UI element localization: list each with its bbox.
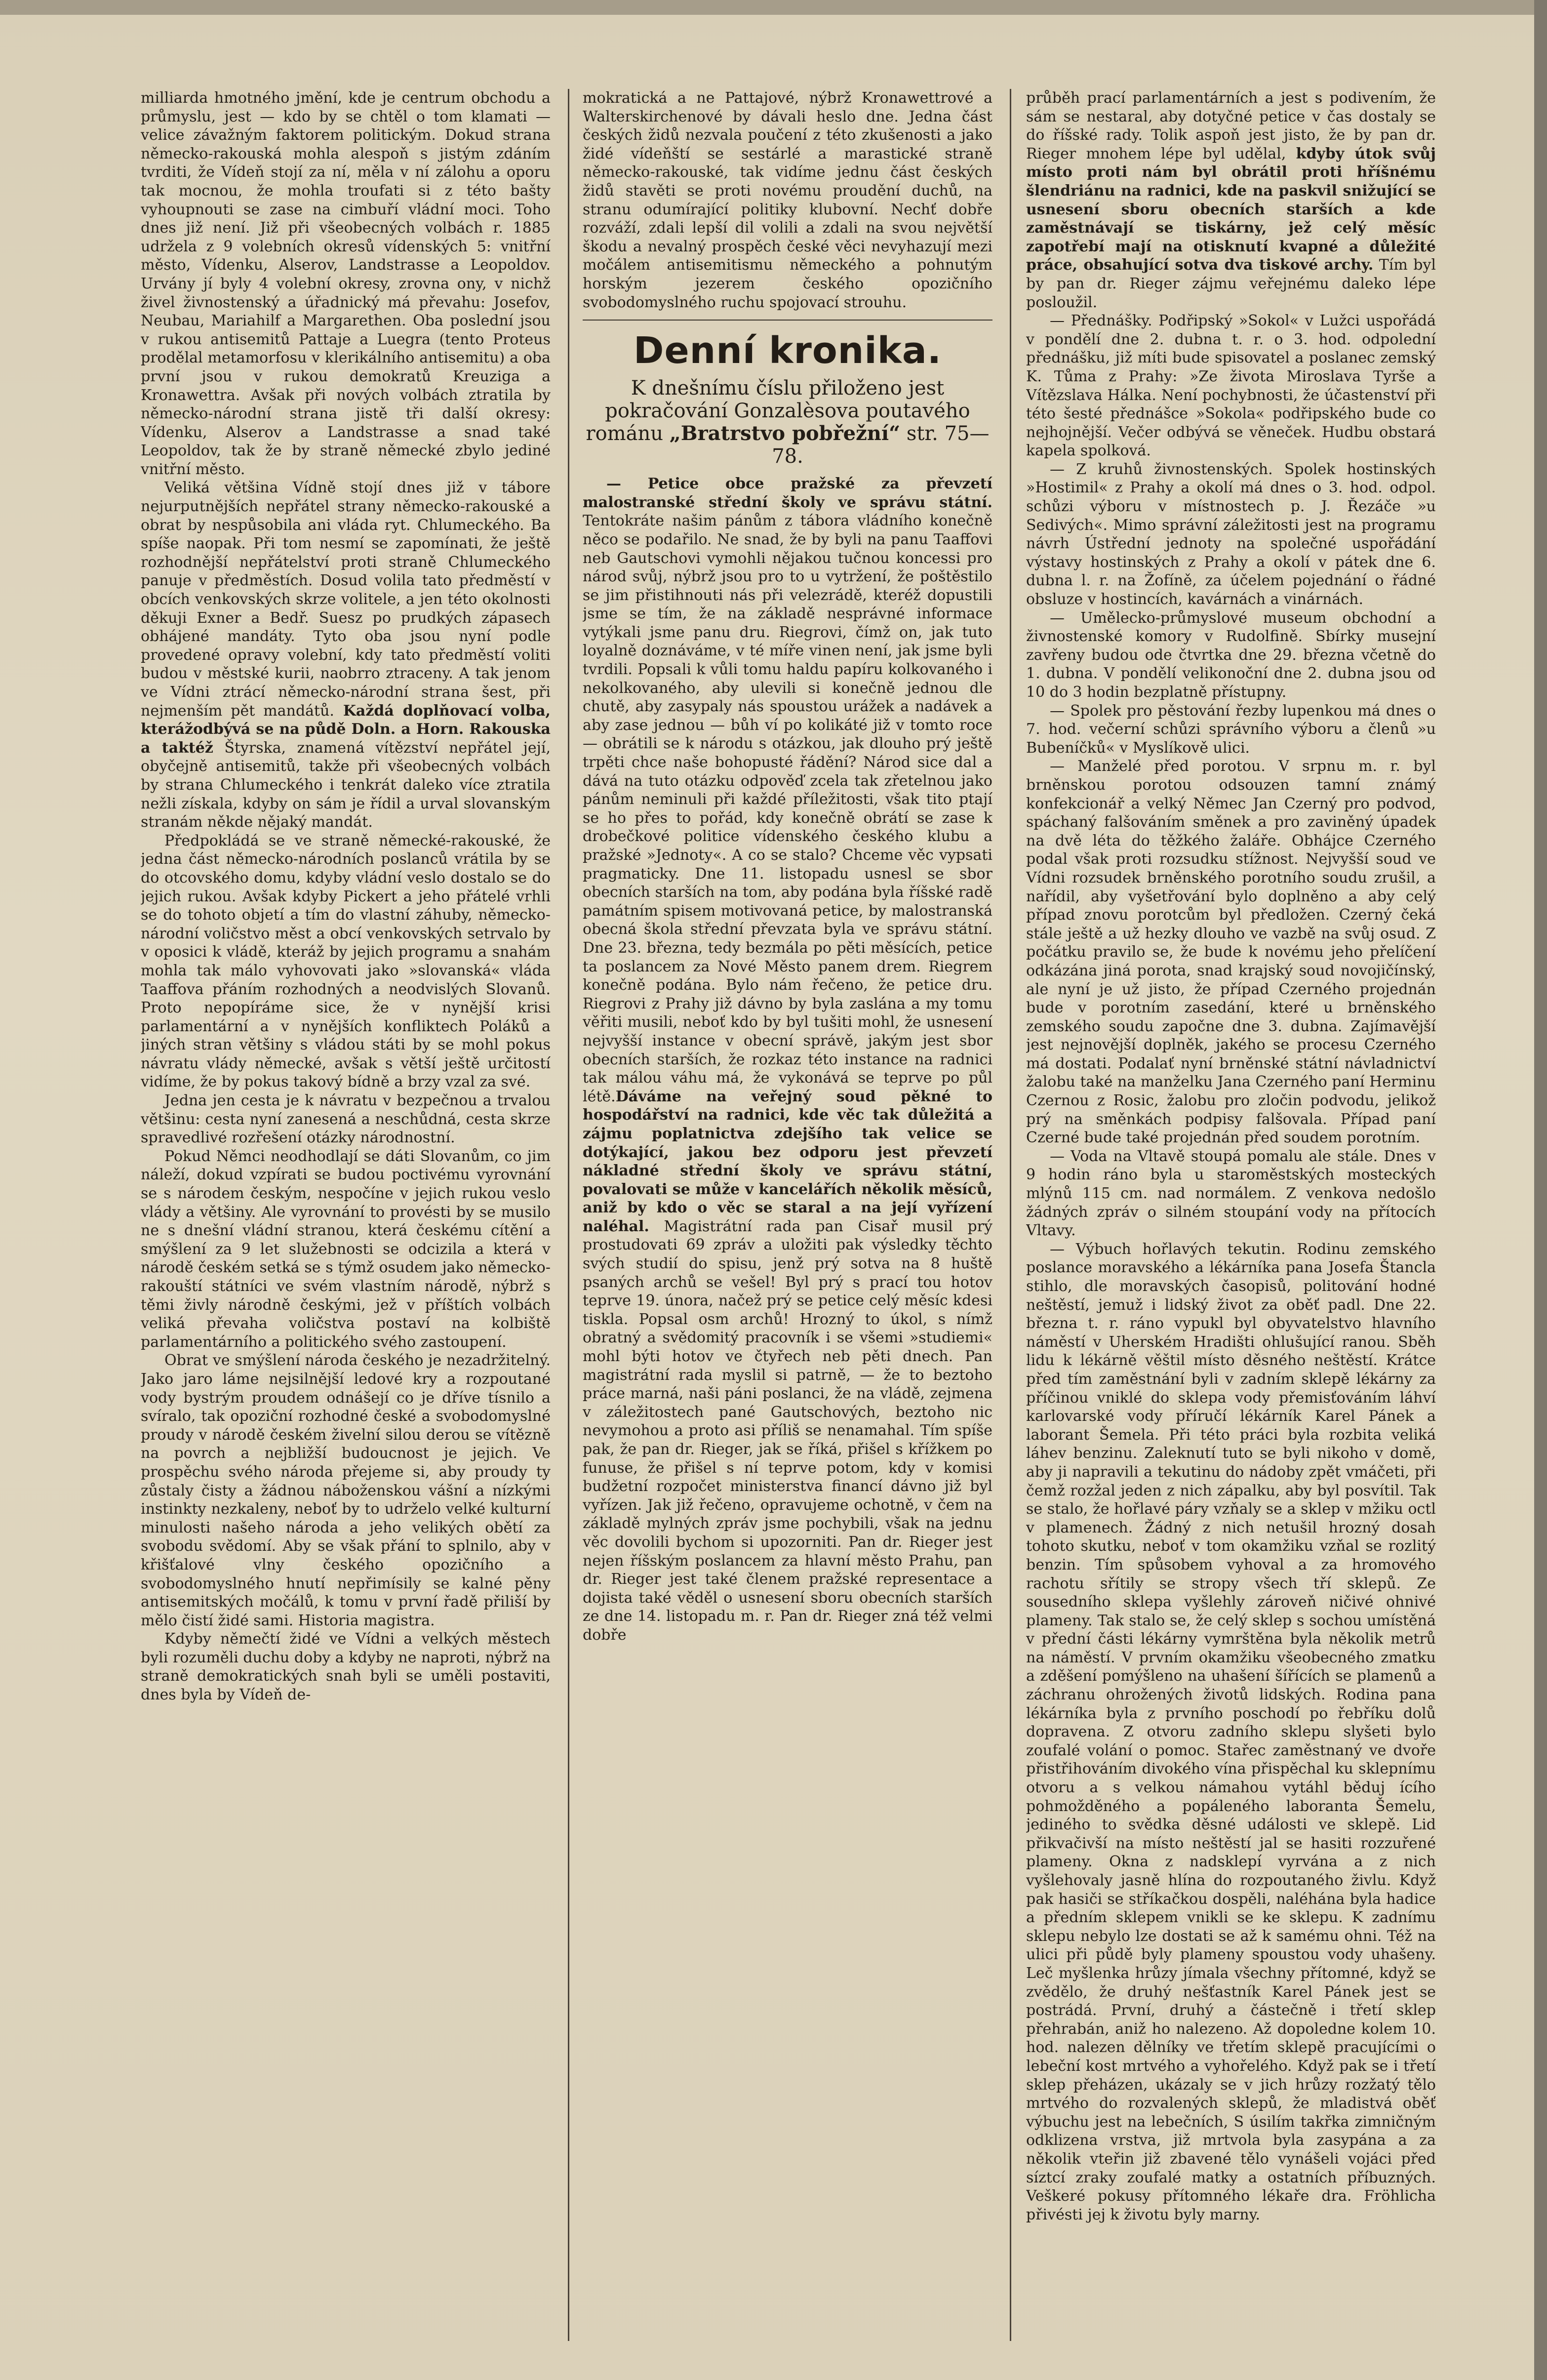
notice-text: K dnešnímu číslu přiloženo jest pokračování Gonzalèsova poutavého románu (586, 377, 970, 445)
news-item: — Spolek pro pěstování řezby lupenkou má dnes o 7. hod. večerní schůzi správního výboru a členů »u Bubeníčků« v Myslíkově ulici. (1026, 702, 1436, 757)
supplement-notice (583, 377, 992, 468)
news-item: — Přednášky. Podřipský »Sokol« v Lužci uspořádá v pondělí dne 2. dubna t. r. o 3. hod. odpolední přednášku, již míti bude spisovatel a poslanec zemský K. Tůma z Prahy: »Ze života Miroslava Tyrše a Vítězslava Hálka. Není pochybnosti, že účastenství při této šesté přednášce »Sokola« podřipského bude co nejhojnější. Večer odbývá se věneček. Hudbu obstará kapela spolková. (1026, 312, 1436, 460)
notice-title: „Bratrstvo pobřežní“ (669, 422, 901, 445)
article-paragraph: mokratická a ne Pattajové, nýbrž Kronawettrové a Walterskirchenové by dávali heslo dne. Jedna část českých židů nezvala poučení z této zkušenosti a jako židé vídeňští se sestárlé a marastické straně německo-rakouské, tak vidíme jednu část českých židů stavěti se proti novému proudění duchů, na stranu odumírající politiky klubovní. Nechť dobře rozváží, zdali lepší dil volili a zdali na svou největší škodu a nevalný prospěch české věci nevyhazují mezi močálem antisemitismu německého a pohnutým horským jezerem českého opozičního svobodomyslného ruchu spojovací strouhu. (583, 89, 992, 311)
news-item: — Voda na Vltavě stoupá pomalu ale stále. Dnes v 9 hodin ráno byla u staroměstských mosteckých mlýnů 115 cm. nad normálem. Z venkova nedošlo žádných zpráv o silném stoupání vody na přítocích Vltavy. (1026, 1147, 1436, 1240)
news-item: — Z kruhů živnostenských. Spolek hostinských »Hostimil« z Prahy a okolí má dnes o 3. hod. odpol. schůzi výboru v místnostech p. J. Řezáče »u Sedivých«. Mimo správní záležitosti jest na programu návrh Ústřední jednoty na společné uspořádání výstavy hostinských z Prahy a okolí v pátek dne 6. dubna l. r. na Žofíně, za účelem pojednání o řádné obsluze v hostincích, kavárnách a vinárnách. (1026, 460, 1436, 608)
column-divider (568, 89, 569, 2341)
news-item: — Manželé před porotou. V srpnu m. r. byl brněnskou porotou odsouzen tamní známý konfekcionář a velký Němec Jan Czerný pro podvod, spáchaný falšováním směnek a pro zaviněný úpadek na dvě léta do těžkého žaláře. Obhájce Czerného podal však proti rozsudku stížnost. Nejvyšší soud ve Vídni rozsudek brněnského porotního soudu zrušil, a nařídil, aby vyšetřování bylo doplněno a aby celý případ znovu porotcům byl předložen. Czerný čeká stále ještě a už hezky dlouho ve vazbě na svůj osud. Z počátku pravilo se, že bude k novému jeho přelíčení odkázána jiná porota, snad krajský soud novojičínský, ale nyní je už jisto, že případ Czerného projednán bude v porotním zasedání, které u brněnského zemského soudu započne dne 3. dubna. Zajímavější jest nejnovější doplněk, jakého se procesu Czerného má dostati. Podalať nyní brněnské státní návladnictví žalobu také na manželku Jana Czerného paní Herminu Czernou z Rosic, žalobu pro zločin podvodu, jelikož prý na směnkách podpisy falšovala. Případ paní Czerné bude také projednán před soudem porotním. (1026, 758, 1436, 1147)
article-paragraph (1026, 89, 1436, 312)
section-heading: Denní kronika. (634, 329, 942, 372)
article-text: Tím byl by pan dr. Rieger zájmu veřejnému daleko lépe posloužil. (1026, 256, 1436, 311)
scan-top-band (0, 0, 1547, 15)
article-paragraph: Předpokládá se ve straně německé-rakouské, že jedna část německo-národních poslanců vrátila by se do otcovského domu, kdyby vládní veslo dostalo se do jejich rukou. Avšak kdyby Pickert a jeho přátelé vrhli se do tohoto objetí a tím do vlastní záhuby, německo-národní voličstvo měst a obcí venkovských setrvalo by v oposici k vládě, kteráž by jejich programu a snahám mohla tak málo vyhovovati jako »slovanská« vláda Taaffova přáním rozhodných a neodvislých Slovanů. Proto nepopíráme sice, že v nynější krisi parlamentární a v nynějších konfliktech Poláků a jiných stran většiny s vládou státi by se mohl pokus návratu vlády německé, avšak s větší ještě určitostí vidíme, že by pokus takový bídně a brzy vzal za své. (141, 832, 551, 1091)
article-text: Veliká většina Vídně stojí dnes již v tábore (164, 479, 551, 497)
article-bold-text: Každá doplňovací volba, kterážodbývá se na půdě Doln. a Horn. Rakouska a taktéž (141, 702, 551, 757)
scan-right-edge (1534, 0, 1547, 2380)
article-text: Tolik aspoň jest jisto, že by pan dr. Rieger mnohem lépe byl udělal, (1026, 126, 1436, 162)
article-text: Magistrátní rada pan Cisař musil prý prostudovati 69 zpráv a uložiti pak výsledky těchto svých studií do spisu, jenž prý sotva na 8 huště psaných archů se vešel! Byl prý s prací tou hotov teprve 19. února, načež prý se petice celý měsíc kdesi tiskla. Popsal osm archů! Hrozný to úkol, s nímž obratný a svědomitý pracovník i se všemi »studiemi« mohl býti hotov ve čtyřech neb pěti dnech. Pan magistrátní rada myslil si patrně, — že to beztoho práce marná, naši páni poslanci, že na vládě, zejmena v záležitostech pané Gautschových, beztoho nic nevymohou a proto asi příliš se nenamahal. Tím spíše pak, že pan dr. Rieger, jak se říká, přišel s křížkem po funuse, že přišel s ní teprve potom, kdy v komisi budžetní rozpočet ministerstva financí dávno již byl vyřízen. Jak již řečeno, opravujeme ochotně, v čem na základě mylných zpráv jsme pochybili, však na jednu věc dovolili bychom si upozorniti. Pan dr. Rieger jest nejen říšským poslancem za hlavní město Prahu, pan dr. Rieger jest také členem pražské representace a dojista také věděl o usnesení sboru obecních starších ze dne 14. listopadu m. r. Pan dr. Rieger zná též velmi dobře (583, 1217, 992, 1644)
article-paragraph: milliarda hmotného jmění, kde je centrum obchodu a průmyslu, jest — kdo by se chtěl o tom klamati — velice závažným faktorem politickým. Dokud strana německo-rakouská mohla alespoň s jistým zdáním tvrditi, že Vídeň stojí za ní, měla v ní zálohu a oporu tak mocnou, že mohla troufati si z této bašty vyhoupnouti se zase na cimbuří vládní moci. Toho dnes již není. Již při všeobecných volbách r. 1885 udržela z 9 volebních okresů vídenských 5: vnitřní město, Vídenku, Alserov, Landstrasse a Leopoldov. Urvány jí byly 4 volební okresy, zrovna ony, v nichž živel živnostenský a úřadnický má převahu: Josefov, Neubau, Mariahilf a Margarethen. Oba poslední jsou v rukou antisemitů Pattaje a Luegra (tento Proteus prodělal metamorfosu v klerikálního antisemitu) a oba první jsou v rukou demokratů Kreuziga a Kronawettra. Avšak při nových volbách ztratila by německo-národní strana jistě tři další okresy: Vídenku, Alserov a Landstrasse a snad také Leopoldov, tak že by straně německé zbylo jediné vnitřní město. (141, 89, 551, 478)
article-paragraph (141, 479, 551, 831)
article-paragraph: Obrat ve smýšlení národa českého je nezadržitelný. Jako jaro láme nejsilnější ledové kry a rozpoutané vody bystrým proudem odnášejí co je dříve tísnilo a svíralo, tak opoziční rozhodné české a svobodomyslné proudy v národě českém živelní silou derou se vítězně na povrch a nejbližší budoucnost je jejich. Ve prospěchu svého národa přejeme si, aby proudy ty zůstaly čisty a žádnou náboženskou vášní a nízkými instinkty nezkaleny, neboť by to udrželo velké kulturní minulosti našeho národa a jeho velikých obětí za svobodu svědomí. Aby se však přání to splnilo, aby v křišťalové vlny českého opozičního a svobodomyslného hnutí nepřimísily se kalné pěny antisemitských močálů, k tomu v první řadě přiliší by mělo čistí židé sami. Historia magistra. (141, 1352, 551, 1629)
column-divider (1010, 89, 1011, 2341)
column-3 (1026, 89, 1436, 2341)
notice-pages: str. 75—78. (772, 422, 990, 468)
article-paragraph: Kdyby němečtí židé ve Vídni a velkých městech byli rozuměli duchu doby a kdyby ne naproti, nýbrž na straně demokratických snah byli se uměli postaviti, dnes byla by Vídeň de- (141, 1630, 551, 1704)
news-item: — Výbuch hořlavých tekutin. Rodinu zemského poslance moravského a lékárníka pana Josefa Štancla stihlo, dle moravských časopisů, politování hodné neštěstí, jemuž i lidský život za oběť padl. Dne 22. března t. r. ráno vypukl byl obyvatelstvo hlavního náměstí v Uherském Hradišti ohlušující ranou. Sběh lidu k lékárně věštil místo děsného neštěstí. Krátce před tím zaměstnání byli v zadním sklepě lékárny za příčinou vniklé do sklepa vody přemisťováním láhví karlovarské vody příručí lékárník Karel Pánek a laborant Šemela. Při této práci byla rozbita veliká láhev benzinu. Zaleknutí tuto se byli nikoho v domě, aby ji napravili a tekutinu do nádoby zpět vmáčeti, při čemž rozžal jeden z nich zápalku, aby byl posvítil. Tak se stalo, že hořlavé páry vzňaly se a sklep v mžiku octl v plamenech. Žádný z nich netušil hrozný dosah tohoto skutku, neboť v tom okamžiku vzňal se rozlitý benzin. Tím spůsobem vyhoval a za hromového rachotu sřítily se stropy všech tří sklepů. Ze sousedního sklepa vyšlehly zároveň ničivé ohnivé plameny. Tak stalo se, že celý sklep s sochou umístěná v přední části lékárny vymrštěna byla několik metrů na náměstí. V prvním okamžiku všeobecného zmatku a zděšení pomýšleno na uhašení šířících se plamenů a záchranu ohrožených životů lidských. Rodina pana lékárníka byla z prvního poschodí po řebříku dolů dopravena. Z otvoru zadního sklepu slyšeti bylo zoufalé volání o pomoc. Stařec zaměstnaný ve dvoře přistřihováním divokého vína přispěchal ku sklepnímu otvoru a s velkou námahou vytáhl běduj ícího pohmožděného a popáleného laboranta Šemelu, jediného to svědka děsné události ve sklepě. Lid přikvačivší na místo neštěstí jal se hasiti rozzuřené plameny. Okna z nadsklepí vyrvána a z nich vyšlehovaly jasně hlína do rozpoutaného živlu. Když pak hasiči se stříkačkou dospěli, naléhána byla hadice a předním sklepem vnikli se ke sklepu. K zadnímu sklepu nebylo lze dostati se až k samému ohni. Též na ulici při půdě byly plameny spoustou vody uhašeny. Leč myšlenka hrůzy jímala všechny přítomné, když se zvědělo, že druhý nešťastník Karel Pánek jest se postrádá. První, druhý a částečně i třetí sklep přehrabán, aniž ho nalezeno. Až dopoledne kolem 10. hod. nalezen dělníky ve třetím sklepě pracujícími o lebeční kost mrtvého a vyhořelého. Když pak se i třetí sklep přeházen, ukázaly se v jich hrůzy rozžatý tělo mrtvého do rozvalených sklepů, že mladistvá oběť výbuchu jest na lebečních, S úsilím takřka zimničným odklizena vrstva, již mrtvola byla zasypána a za několik vteřin již zbavené tělo vynášeli vojáci před síztcí zraky zoufalé matky a ostatních příbuzných. Veškeré pokusy přítomného lékaře dra. Fröhlicha přivésti jej k životu byly marny. (1026, 1240, 1436, 2223)
article-text: Tentokráte našim pánům z tábora vládního konečně něco se podařilo. Ne snad, že by byli na panu Taaffovi neb Gautschovi vymohli nějakou tučnou koncessi pro národ svůj, nýbrž jsou pro to u vytržení, že poštěstilo se jim přistihnouti nás při velezrádě, kteréž dopustili jsme se tím, že na základě nesprávné informace vytýkali jsme panu dru. Riegrovi, čímž on, jak tuto loyalně doznáváme, v té míře vinen není, jak jsme byli tvrdili. Popsali k vůli tomu haldu papíru kolkovaného i nekolkovaného, aby ulevili si konečně jednou dle chutě, aby zasypaly nás spoustou urážek a nadávek a aby zase jednou — bůh ví po kolikáté již v tomto roce — obrátili se k národu s otázkou, jak dlouho prý ještě trpěti chce naše bohopusté řádění? Národ sice dal a dává na tuto otázku odpověď zcela tak zřetelnou jako pánům neminuli při každé příležitosti, však tito ptají se ho přes to pořád, kdy konečně obrátí se zase k drobečkové politice vídenského českého klubu a pražské »Jednoty«. A co se stalo? Chceme věc vypsati pragmaticky. Dne 11. listopadu usnesl se sbor obecních starších na tom, aby podána byla říšské radě památním spisem motivovaná petice, by malostranská obecná škola střední převzata byla ve správu státní. Dne 23. března, tedy bezmála po pěti měsících, petice ta poslancem za Nové Město panem drem. Riegrem konečně podána. Bylo nám řečeno, že petice dru. Riegrovi z Prahy již dávno by byla zaslána a my tomu věřiti musili, neboť kdo by byl tušiti mohl, že usnesení nejvyšší instance v obecní správě, jakým jest sbor obecních starších, že rozkaz této instance na radnici tak málou váhu má, že vykonává se teprve po půl létě. (583, 512, 992, 1105)
column-1 (141, 89, 551, 2341)
news-item: — Umělecko-průmyslové museum obchodní a živnostenské komory v Rudolfině. Sbírky musejní zavřeny budou ode čtvrtka dne 29. března včetně do 1. dubna. V pondělí velikonoční dne 2. dubna jsou od 10 do 3 hodin bezplatně přístupny. (1026, 609, 1436, 701)
item-heading: — Petice obce pražské za převzetí malostranské střední školy ve správu státní. (583, 475, 992, 511)
column-2 (583, 89, 992, 2341)
article-text: nejurputnějších nepřátel strany německo-rakouské a obrat by nespůsobila ani vláda ryt. Chlumeckého. Ba spíše naopak. Při tom nesmí se zapomínati, že ještě rozhodnější nepřátelství proti straně Chlumeckého panuje v předměstích. Dosud volila tato předměstí v obcích venkovských skrze volitele, a jen této okolnosti děkuji Exner a Bedř. Suesz po prudkých zápasech obhájené mandáty. Tyto oba jsou nyní podle provedené opravy volební, kdy tato předměstí voliti budou v městské kurii, naobrro ztraceny. A tak jenom ve Vídni ztrácí německo-národní strana šest, při nejmenším pět mandátů. (141, 498, 551, 720)
article-bold-text: Dáváme na veřejný soud pěkné to hospodářství na radnici, kde věc tak důležitá a zájmu poplatnictva zdejšího tak velice se dotýkající, jakou bez odporu jest převzetí nákladné střední školy ve správu státní, povalovati se může v kancelářích několik měsíců, aniž by kdo o věc se staral a na její vyřízení naléhal. (583, 1088, 992, 1235)
article-paragraph (583, 475, 992, 1644)
section-rule (583, 320, 992, 321)
article-bold-text: kdyby útok svůj místo proti nám byl obrátil proti hříšnému šlendriánu na radnici, kde na paskvil snižující se usnesení sboru obecních starších a kde zaměstnávají se tiskárny, jež celý měsíc zapotřebí mají na otisknutí kvapné a důležité práce, obsahující sotva dva tiskové archy. (1026, 145, 1436, 274)
article-text: průběh prací parlamentárních a jest s podivením, že sám se nestaral, aby dotyčné petice v čas dostaly se do říšské rady. (1026, 89, 1436, 144)
article-paragraph: Jedna jen cesta je k návratu v bezpečnou a trvalou většinu: cesta nyní zanesená a neschůdná, cesta skrze spravedlivé rozřešení otázky národnostní. (141, 1092, 551, 1147)
article-paragraph: Pokud Němci neodhodlají se dáti Slovanům, co jim náleží, dokud vzpírati se budou poctivému vyrovnání se s národem českým, nespočíne v jejich rukou veslo vlády a většiny. Ale vyrovnání to provésti by se musilo ne s dnešní vládní stranou, která českému cítění a smýšlení za 9 let služebnosti se odcizila a která v národě českém setká se s týmž osudem jako německo-rakouští státníci ve svém vlastním národě, nýbrž s těmi živly národně českými, jež v příštích volbách veliká převaha voličstva postaví na kolbiště parlamentárního a politického svého zastoupení. (141, 1147, 551, 1351)
article-text: Štyrska, znamená vítězství nepřátel její, obyčejně antisemitů, takže při všeobecných volbách by strana Chlumeckého i tenkrát daleko více ztratila nežli získala, kdyby on sám je řídil a urval slovanským stranám někde nějaký mandát. (141, 739, 551, 831)
